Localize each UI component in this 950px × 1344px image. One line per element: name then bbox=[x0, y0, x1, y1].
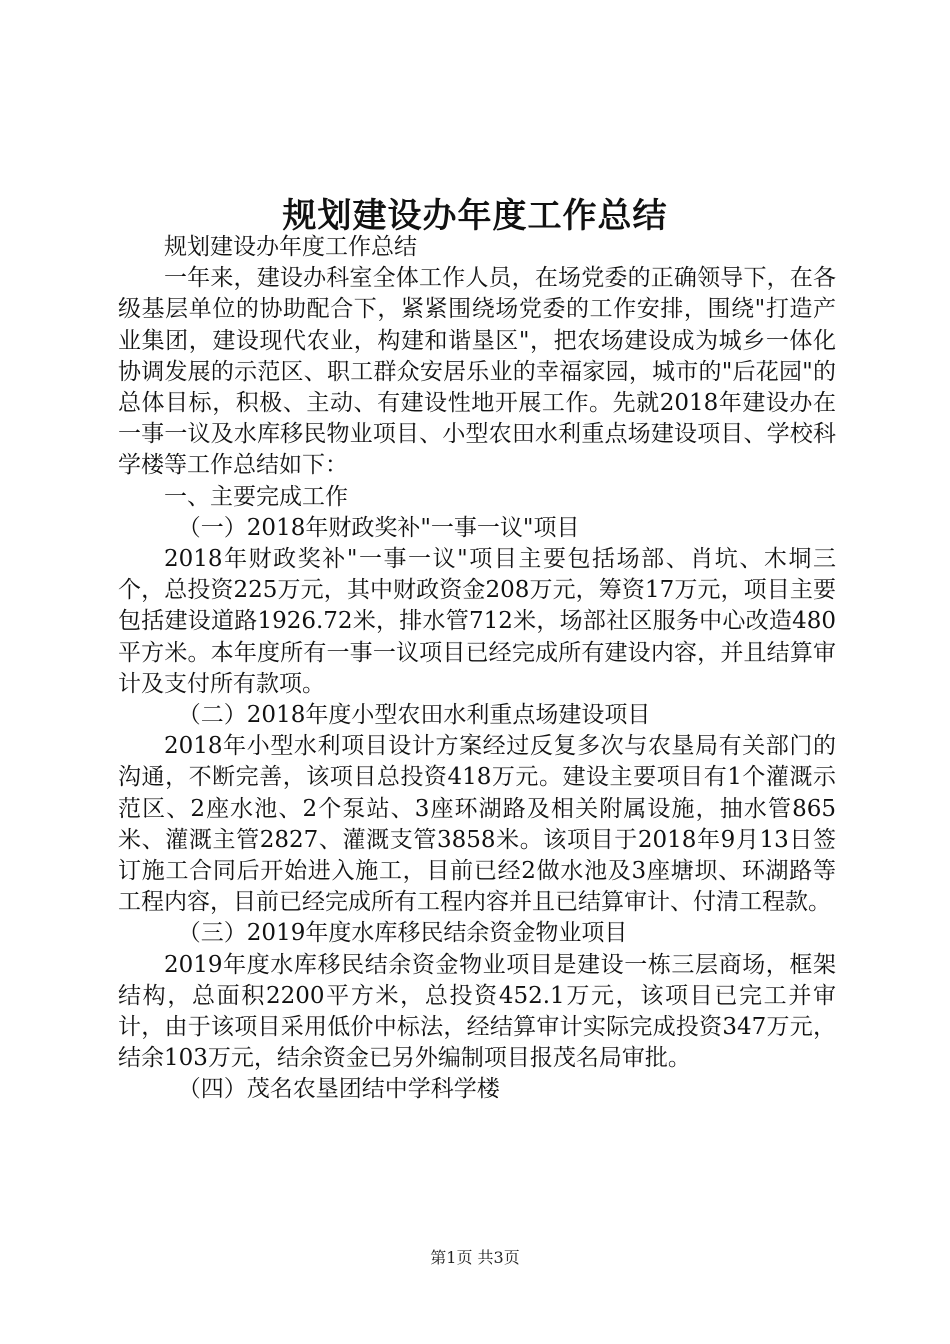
page-number-footer: 第1页 共3页 bbox=[430, 1248, 520, 1267]
subsection-heading-1: （一）2018年财政奖补"一事一议"项目 bbox=[177, 514, 580, 541]
subsection-heading-4: （四）茂名农垦团结中学科学楼 bbox=[177, 1076, 500, 1103]
paragraph-subsection-3: 2019年度水库移民结余资金物业项目是建设一栋三层商场，框架结构，总面积2200平方米，总投资452.1万元，该项目已完工并审计，由于该项目采用低价中标法，经结算审计实际完成投资347万元，结余103万元，结余资金已另外编制项目报茂名局审批。 bbox=[118, 951, 836, 1072]
document-title: 规划建设办年度工作总结 bbox=[282, 196, 668, 236]
subsection-heading-2: （二）2018年度小型农田水利重点场建设项目 bbox=[177, 702, 651, 729]
paragraph-heading-repeat: 规划建设办年度工作总结 bbox=[164, 234, 417, 260]
paragraph-intro: 一年来，建设办科室全体工作人员，在场党委的正确领导下，在各级基层单位的协助配合下，紧紧围绕场党委的工作安排，围绕"打造产业集团，建设现代农业，构建和谐垦区"，把农场建设成为城乡一体化协调发展的示范区、职工群众安居乐业的幸福家园，城市的"后花园"的总体目标，积极、主动、有建设性地开展工作。先就2018年建设办在一事一议及水库移民物业项目、小型农田水利重点场建设项目、学校科学楼等工作总结如下： bbox=[118, 265, 836, 479]
section-heading-main-work: 一、主要完成工作 bbox=[164, 483, 348, 510]
subsection-heading-3: （三）2019年度水库移民结余资金物业项目 bbox=[177, 920, 628, 947]
paragraph-subsection-1: 2018年财政奖补"一事一议"项目主要包括场部、肖坑、木垌三个，总投资225万元，其中财政资金208万元，筹资17万元，项目主要包括建设道路1926.72米，排水管712米，场部社区服务中心改造480平方米。本年度所有一事一议项目已经完成所有建设内容，并且结算审计及支付所有款项。 bbox=[118, 546, 836, 697]
document-body bbox=[118, 232, 836, 1106]
paragraph-subsection-2: 2018年小型水利项目设计方案经过反复多次与农垦局有关部门的沟通，不断完善，该项目总投资418万元。建设主要项目有1个灌溉示范区、2座水池、2个泵站、3座环湖路及相关附属设施，抽水管865米、灌溉主管2827、灌溉支管3858米。该项目于2018年9月13日签订施工合同后开始进入施工，目前已经2做水池及3座塘坝、环湖路等工程内容，目前已经完成所有工程内容并且已结算审计、付清工程款。 bbox=[118, 733, 836, 916]
